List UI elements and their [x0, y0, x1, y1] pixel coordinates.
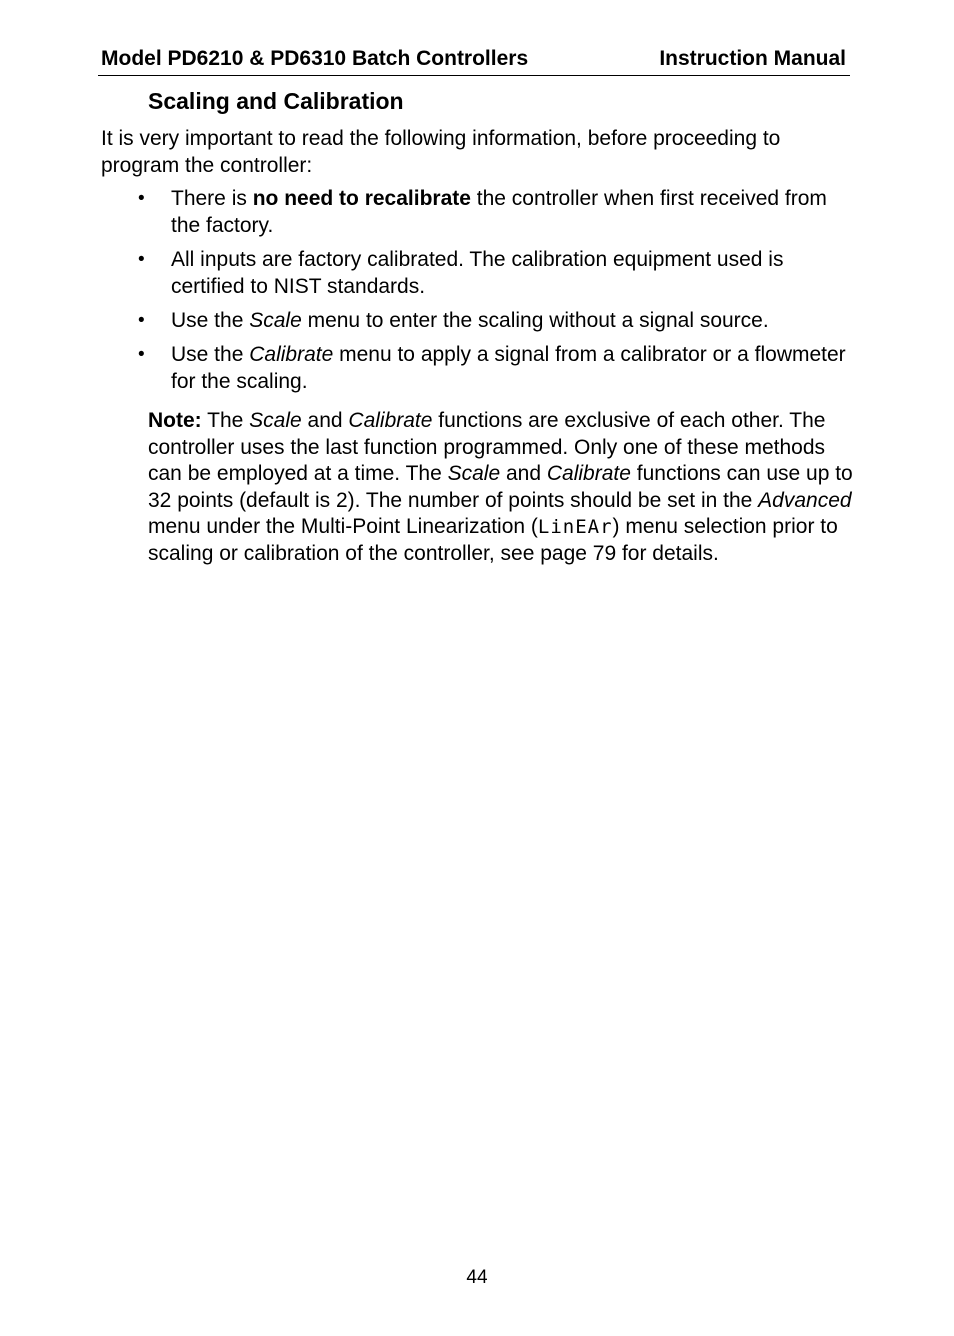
bullet-text: Use the Scale menu to enter the scaling without a signal source. — [171, 309, 769, 332]
bullet-dot-icon: • — [138, 344, 145, 365]
menu-name-calibrate: Calibrate — [348, 409, 433, 432]
bullet-bold-text: no need to recalibrate — [252, 187, 471, 210]
bullet-dot-icon: • — [138, 188, 145, 209]
bullet-item-scale-menu — [138, 307, 854, 334]
bullet-item-factory-calibrated — [138, 246, 854, 300]
bullet-text: There is no need to recalibrate the controller when first received from the factory. — [171, 187, 827, 237]
page-number: 44 — [466, 1267, 488, 1288]
bullet-text: All inputs are factory calibrated. The calibration equipment used is certified to NIST standards. — [171, 248, 784, 298]
menu-name-scale: Scale — [249, 309, 302, 332]
menu-name-advanced: Advanced — [758, 488, 852, 512]
intro-paragraph: It is very important to read the following information, before proceeding to program the controller: — [101, 127, 781, 177]
menu-name-scale: Scale — [249, 409, 302, 432]
bullet-item-no-recalibrate — [138, 185, 854, 239]
bullet-text: Use the Calibrate menu to apply a signal from a calibrator or a flowmeter for the scaling. — [171, 343, 846, 393]
bullet-list — [138, 185, 854, 402]
note-label: Note: — [148, 409, 202, 432]
page-header — [98, 44, 850, 76]
menu-name-scale: Scale — [447, 462, 501, 485]
lcd-display-text: LinEAr — [537, 516, 613, 538]
bullet-item-calibrate-menu — [138, 341, 854, 395]
bullet-dot-icon: • — [138, 249, 145, 270]
header-model-title: Model PD6210 & PD6310 Batch Controllers — [101, 47, 529, 70]
bullet-dot-icon: • — [138, 310, 145, 331]
section-title: Scaling and Calibration — [148, 88, 404, 114]
header-manual-title: Instruction Manual — [659, 47, 846, 70]
menu-name-calibrate: Calibrate — [249, 343, 334, 366]
note-paragraph: Note: The Scale and Calibrate functions are exclusive of each other. The controller uses the last function programmed. Only one of these methods can be employed at a time. The Scale and Calibrate functions can use up to 32 points (default is 2). The number of points should be set in the Advanced menu under the Multi-Point Linearization (LinEAr) menu selection prior to scaling or calibration of the controller, see page 79 for details. — [148, 409, 853, 565]
menu-name-calibrate: Calibrate — [546, 462, 631, 485]
